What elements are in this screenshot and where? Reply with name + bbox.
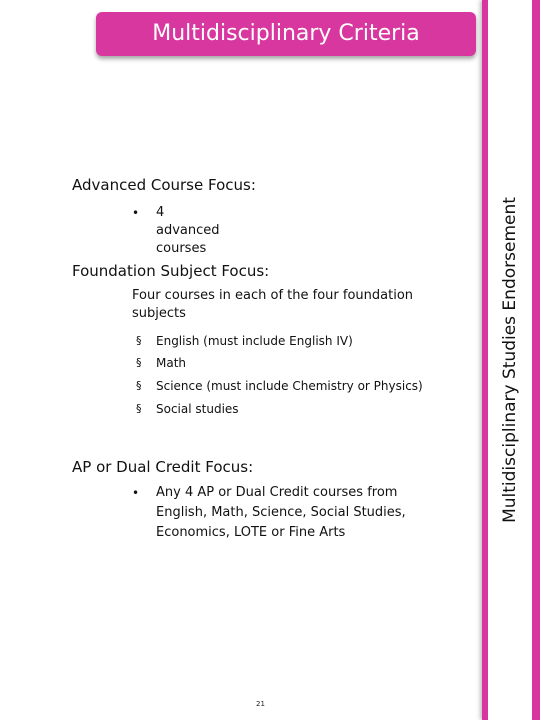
ap-bullet-line-3: Economics, LOTE or Fine Arts [156, 525, 346, 540]
square-bullet-icon: § [136, 356, 142, 369]
page-title: Multidisciplinary Criteria [152, 21, 420, 46]
foundation-heading: Foundation Subject Focus: [72, 262, 270, 280]
foundation-intro-line-2: subjects [132, 306, 186, 321]
square-bullet-icon: § [136, 402, 142, 415]
ap-bullet-line-1: Any 4 AP or Dual Credit courses from [156, 485, 398, 500]
bullet-dot-icon: • [132, 486, 140, 500]
foundation-item-text: Science (must include Chemistry or Physics) [156, 379, 423, 393]
foundation-intro-line-1: Four courses in each of the four foundation [132, 288, 414, 303]
square-bullet-icon: § [136, 334, 142, 347]
bullet-dot-icon: • [132, 206, 140, 220]
advanced-heading: Advanced Course Focus: [72, 176, 256, 194]
ap-bullet-line-2: English, Math, Science, Social Studies, [156, 505, 406, 520]
advanced-bullet-text: 4 advanced courses [156, 205, 220, 256]
side-title: Multidisciplinary Studies Endorsement [500, 197, 520, 523]
page-number: 21 [256, 700, 265, 708]
ap-heading: AP or Dual Credit Focus: [72, 458, 254, 476]
foundation-item-text: English (must include English IV) [156, 334, 353, 348]
square-bullet-icon: § [136, 379, 142, 392]
foundation-item-text: Math [156, 356, 187, 370]
foundation-item-text: Social studies [156, 402, 239, 416]
